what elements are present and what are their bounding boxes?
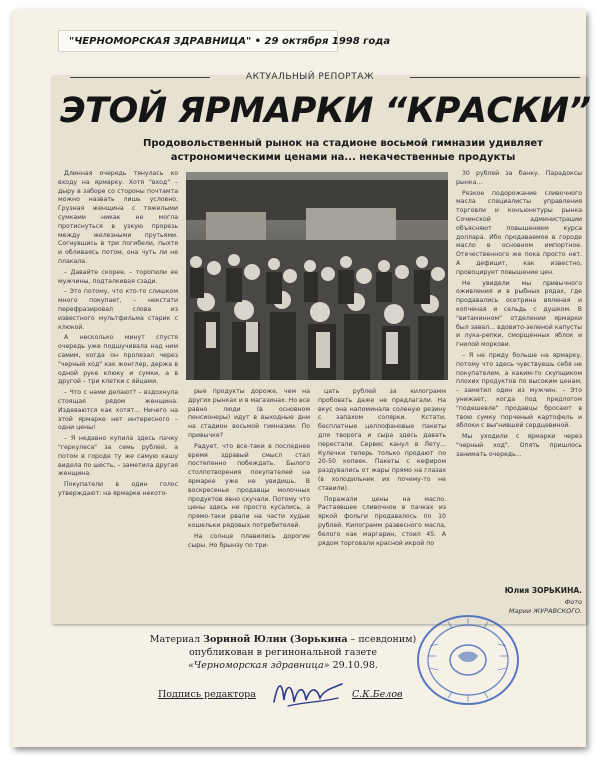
note-suffix: – псевдоним) <box>350 634 417 645</box>
paragraph: – Давайте скорее, – торопили ее мужчины, подталкивая сзади. <box>58 268 178 285</box>
paragraph: Поражали цены на масло. Растаявшее сливочное в пачках из яркой фольги продавалось по 10 рублей. Килограмм развесного масла, белого как маргарин, стоил 45. А рядом торговали красной икрой по <box>318 495 446 547</box>
paragraph: Резкое подорожание сливочного масла специалисты управления торговли и конъюнктуры рынка Сочинской администрации объясняют повышением курса доллара. Ибо продаваемое в городе масло в основном импортное. Отечественного же пока просто нет. А дефицит, как известно, провоцирует повышение цен. <box>456 189 582 276</box>
paragraph: А несколько минут спустя очередь уже подшучивала над ним самим, когда он пролезал через "черный ход" как жонглер, держа в одной руке клюку и сумки, а в другой – три клетки с яйцами. <box>58 334 178 386</box>
paragraph: – Я не приду больше на ярмарку, потому что здесь чувствуешь себя не покупателем, а каким-то скупщиком плохих продуктов по высоким ценам, – заметил один из мужчин. – Это унижает, когда под предлогом "подешевле" продавцы бросают в твою сумку порченый картофель и яблоки с выгнившей сердцевиной. <box>456 351 582 430</box>
paragraph: – Это потому, что кто-то слишком много покупает, – некстати перефразировал слова из известного мультфильма старик с клюкой. <box>58 288 178 331</box>
paragraph: 30 рублей за банку. Парадоксы рынка... <box>456 170 582 186</box>
article-column-2 <box>188 388 310 620</box>
note-author-name: Зориной Юлии <box>203 634 287 645</box>
note-pseudonym: (Зорькина <box>289 634 348 645</box>
article-column-4 <box>456 170 582 602</box>
official-stamp <box>408 606 526 710</box>
note-date: 29.10.98. <box>332 660 378 671</box>
paragraph: Не увидели мы привычного оживления и в рыбных рядах, где продавались осетрина вяленая и копченая и сельдь с душком. В "витаминном" отделении ярмарки был завал... вдовито-зеленой капусты и лука-репки, сморщенных яблок и гнилой моркови. <box>456 279 582 349</box>
article-headline: ЭТОЙ ЯРМАРКИ “КРАСКИ” <box>60 91 591 131</box>
paragraph: – Что с нами делают? – вздохнула стоящая рядом женщина. Издеваются как хотят... Ничего на этой ярмарке нет интересного – одни цены! <box>58 389 178 432</box>
note-line-2: опубликован в регинональной газете <box>188 647 378 658</box>
article-column-3 <box>318 388 446 620</box>
editor-signature-label: Подпись редактора <box>158 689 256 700</box>
article-column-1 <box>58 170 178 622</box>
paragraph: Покупатели в один голос утверждают: на ярмарке некото- <box>58 481 178 497</box>
paragraph: – Я недавно купила здесь пачку "геркулеса" за семь рублей, а потом в городе ту же самую кашу видела по шесть, – заметила другая женщина. <box>58 435 178 478</box>
rubric-rule-left <box>70 77 210 78</box>
editor-autograph <box>268 672 348 712</box>
article-author: Юлия ЗОРЬКИНА. <box>504 586 582 595</box>
note-line-1 <box>148 633 418 646</box>
market-crowd-photo <box>186 172 448 380</box>
editor-name: С.К.Белов <box>352 689 403 700</box>
paragraph: рые продукты дороже, чем на других рынках и в магазинах. Но все равно люди (в основном пенсионеры) идут в выходные дни на стадион восьмой гимназии. По привычке? <box>188 388 310 439</box>
note-line-3 <box>148 659 418 672</box>
article-subhead: Продовольственный рынок на стадионе восьмой гимназии удивляет астрономическими ценами на... некачественные продукты <box>143 138 543 163</box>
rubric-rule-right <box>410 77 580 78</box>
paragraph: Длинная очередь тянулась ко входу на ярмарку. Хотя "вход" – дыру в заборе со стороны почтамта можно назвать лишь условно. Грузная женщина с тяжелыми сумками никак не могла протиснуться в узкую прорезь между железными прутьями. Согнувшись в три погибели, пыхтя и обливаясь потом, она чуть ли не плакала. <box>58 170 178 265</box>
note-paper-name: «Черноморская здравница» <box>188 660 330 671</box>
rubric-label: АКТУАЛЬНЫЙ РЕПОРТАЖ <box>245 72 375 82</box>
photo-credit-name: Марии ЖУРАВСКОГО. <box>508 607 582 615</box>
paragraph: цать рублей за килограмм пробовать даже не предлагали. На вкус она напоминала соленую резину с запахом солярки. Кстати, бесплатные целлофановые пакеты для творога и сыра здесь давать перестали. Сервис канул в Лету... Кулечки теперь только продают по 20-50 копеек. Пакеты с кефиром раздувались от жары прямо на глазах (в холодильник их почему-то не ставили). <box>318 388 446 492</box>
note-prefix: Материал <box>149 634 201 645</box>
photo-credit-label: Фото <box>564 598 582 606</box>
newspaper-masthead: "ЧЕРНОМОРСКАЯ ЗДРАВНИЦА" • 29 октября 1998 года <box>58 30 338 52</box>
crowd-photo-drawing <box>186 172 448 380</box>
publication-note <box>148 633 418 672</box>
paragraph: Радует, что все-таки в последнее время здравый смысл стал постепенно побеждать. Былого столпотворения покупателей на ярмарке уже не увидишь. В воскресенье продавцы молочных продуктов явно скучали. Потому что цены здесь не просто кусались, а прямо-таки рвали на части худые кошельки рядовых потребителей. <box>188 442 310 529</box>
paragraph: На солнце плавились дорогие сыры. Но брынзу по три- <box>188 532 310 549</box>
paragraph: Мы уходили с ярмарки через "черный ход". Опять пришлось занимать очередь... <box>456 433 582 458</box>
